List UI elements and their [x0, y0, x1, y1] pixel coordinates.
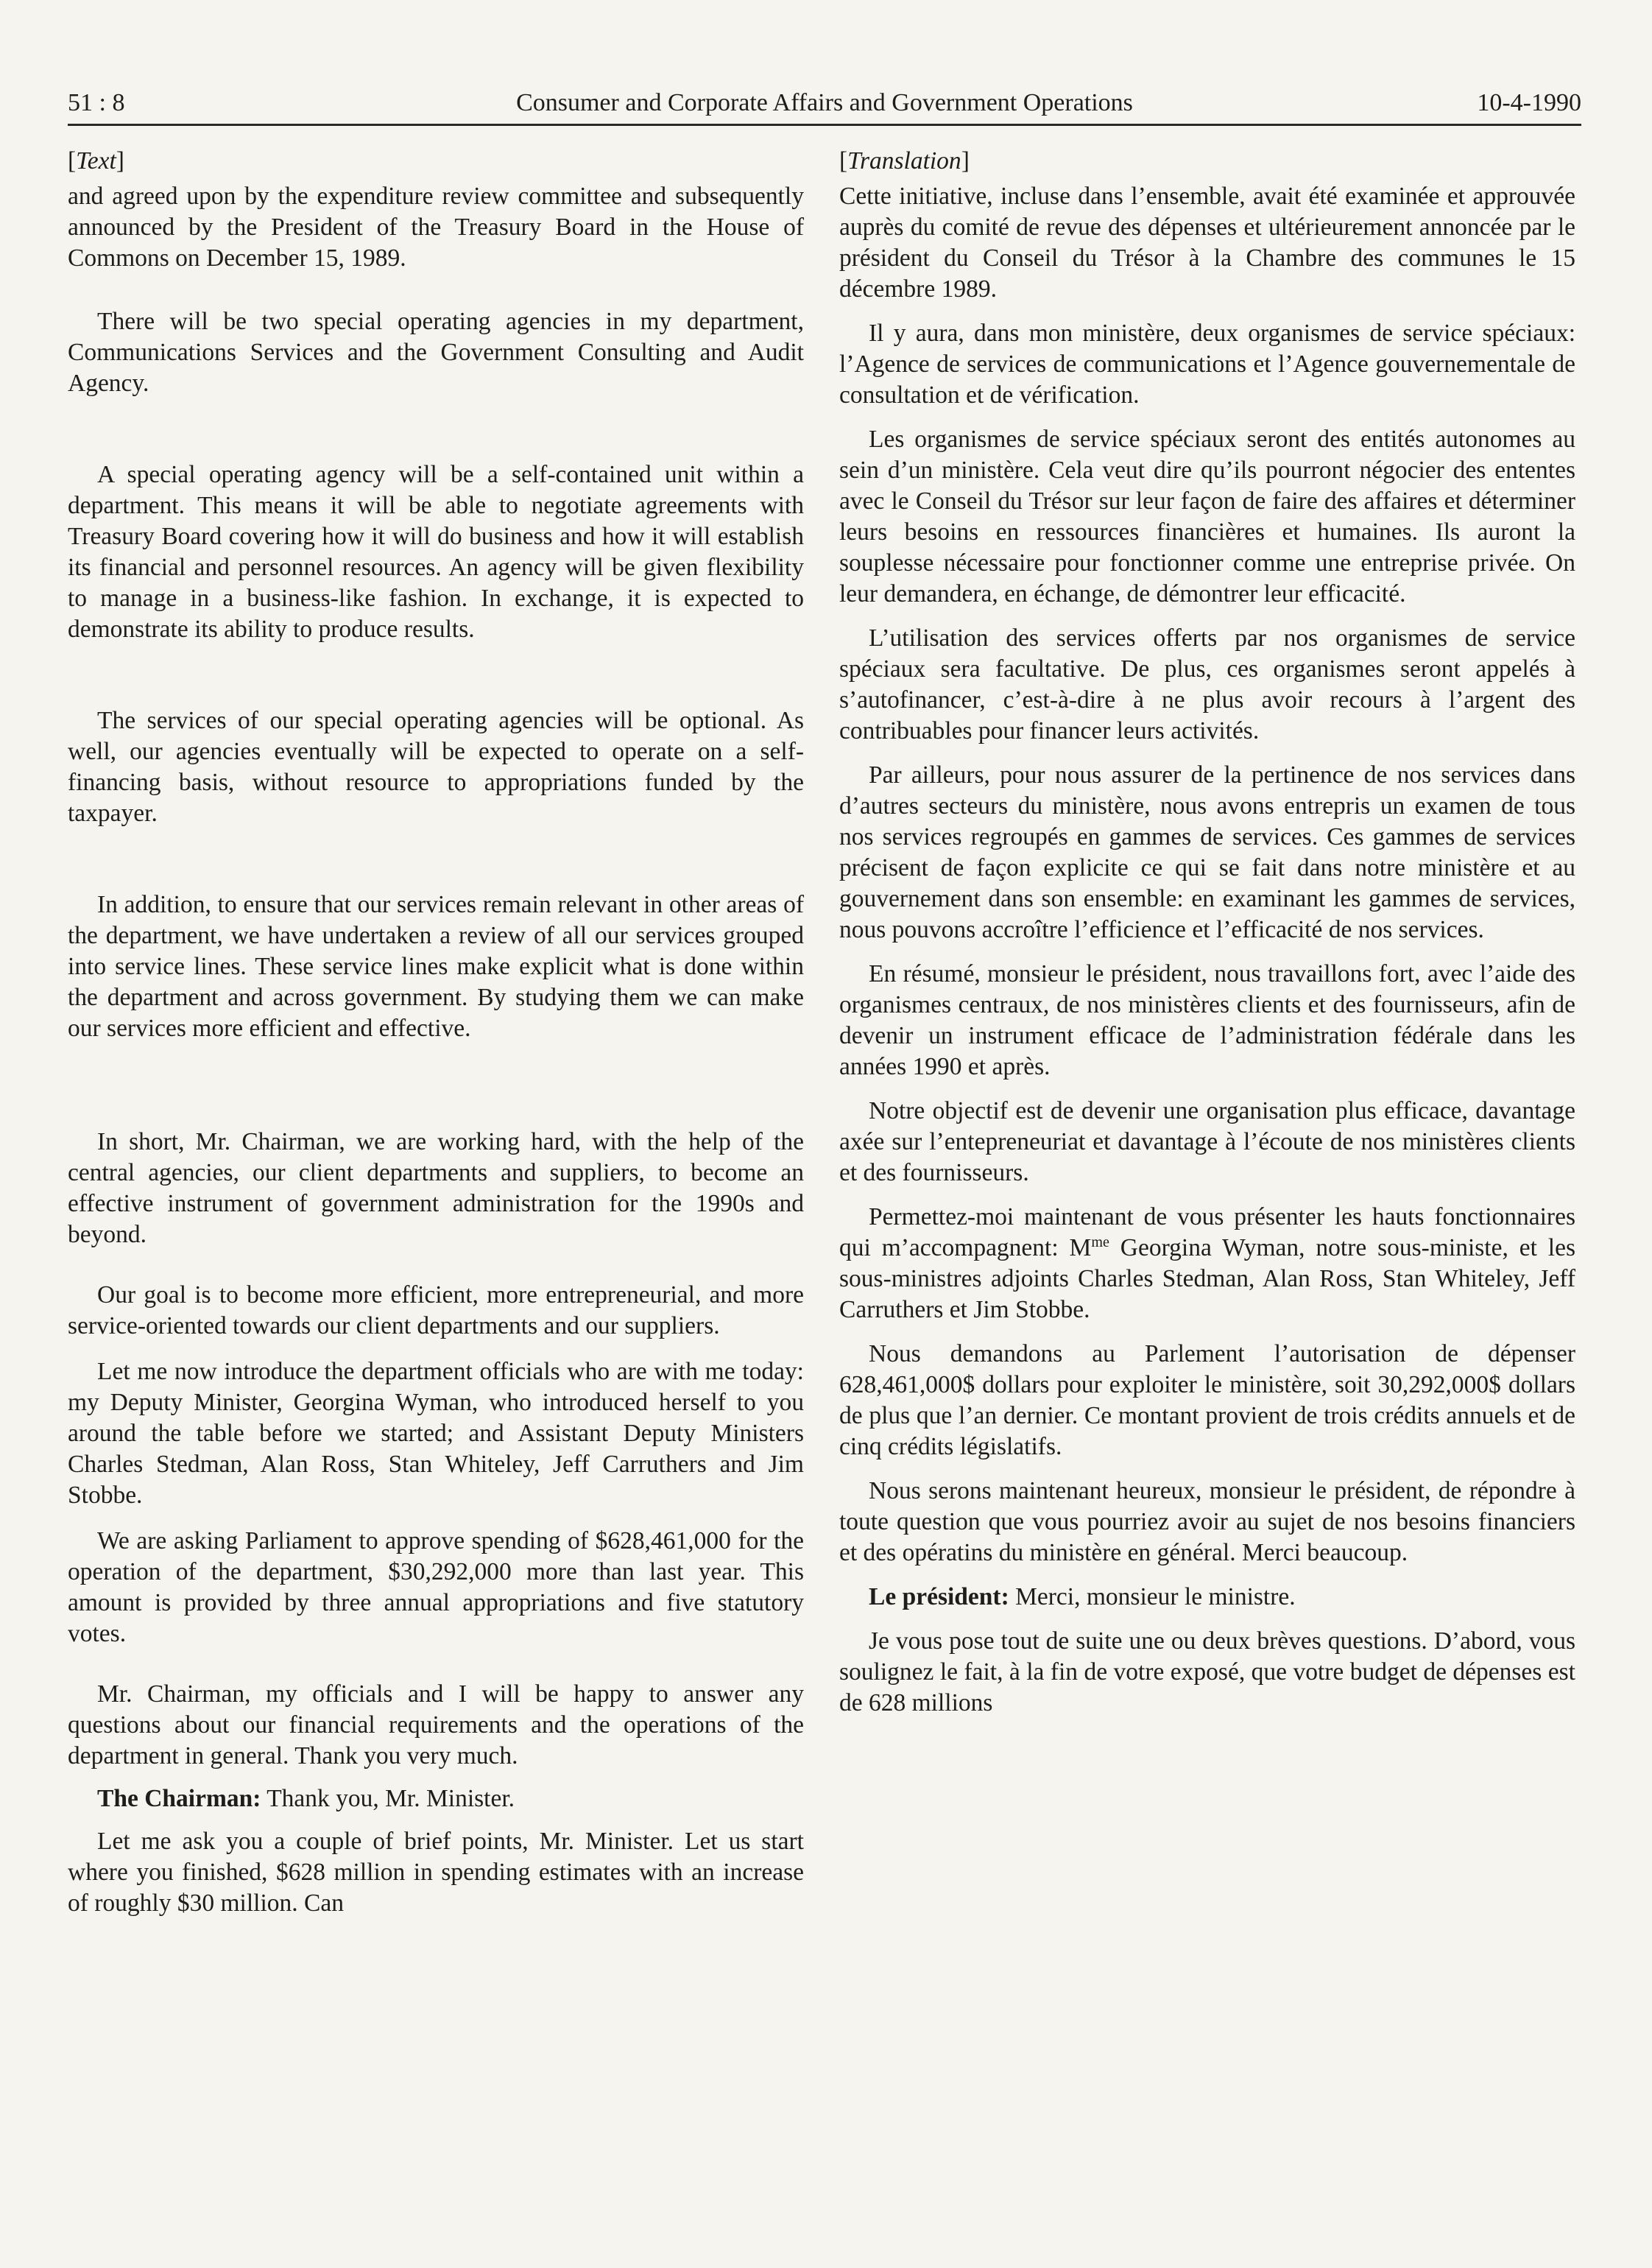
paragraph: Mr. Chairman, my officials and I will be happy to answer any questions about our financial requirements and the operations of the department in general. Thank you very much. [68, 1680, 804, 1769]
paragraph: Je vous pose tout de suite une ou deux brèves questions. D’abord, vous soulignez le fait, à la fin de votre exposé, que votre budget de dépenses est de 628 millions [839, 1627, 1575, 1716]
paragraph: L’utilisation des services offerts par nos organismes de service spéciaux sera facultative. De plus, ces organismes seront appelés à s’autofinancer, c’est-à-dire à ne plus avoir recours à l’argent des contribuables pour financer leurs activités. [839, 624, 1575, 744]
paragraph: and agreed upon by the expenditure review committee and subsequently announced by the President of the Treasury Board in the House of Commons on December 15, 1989. [68, 183, 804, 272]
paragraph: A special operating agency will be a self-contained unit within a department. This means it will be able to negotiate agreements with Treasury Board covering how it will do business and how it will establish its financial and personnel resources. An agency will be given flexibility to manage in a business-like fashion. In exchange, it is expected to demonstrate its ability to produce results. [68, 461, 804, 643]
paragraph: Il y aura, dans mon ministère, deux organismes de service spéciaux: l’Agence de services de communications et l’Agence gouvernementale de consultation et de vérification. [839, 320, 1575, 409]
speaker-name: Le président: [869, 1583, 1009, 1610]
paragraph: Let me ask you a couple of brief points, Mr. Minister. Let us start where you finished, $628 million in spending estimates with an increase of roughly $30 million. Can [68, 1828, 804, 1917]
english-column [68, 146, 804, 1919]
page-header [68, 82, 1581, 124]
paragraph: The services of our special operating agencies will be optional. As well, our agencies eventually will be expected to operate on a self-financing basis, without resource to appropriations funded by the taxpayer. [68, 707, 804, 827]
column-label-text: [Text] [68, 147, 124, 175]
speaker-paragraph: The Chairman: Thank you, Mr. Minister. [97, 1785, 515, 1812]
speaker-paragraph: Le président: Merci, monsieur le ministre. [869, 1583, 1296, 1610]
paragraph: We are asking Parliament to approve spending of $628,461,000 for the operation of the department, $30,292,000 more than last year. This amount is provided by three annual appropriations and five statutory votes. [68, 1527, 804, 1647]
column-label-translation: [Translation] [839, 147, 970, 175]
paragraph: Les organismes de service spéciaux seront des entités autonomes au sein d’un ministère. Cela veut dire qu’ils pourront négocier des ententes avec le Conseil du Trésor sur leur façon de faire des affaires et déterminer leurs besoins en ressources financières et humaines. Ils auront la souplesse nécessaire pour fonctionner comme une entreprise privée. On leur demandera, en échange, de démontrer leur efficacité. [839, 426, 1575, 608]
paragraph: Nous demandons au Parlement l’autorisation de dépenser 628,461,000$ dollars pour exploiter le ministère, soit 30,292,000$ dollars de plus que l’an dernier. Ce montant provient de trois crédits annuels et de cinq crédits législatifs. [839, 1340, 1575, 1460]
paragraph: Nous serons maintenant heureux, monsieur le président, de répondre à toute question que vous pourriez avoir au sujet de nos besoins financiers et des opératins du ministère en général. Merci beaucoup. [839, 1477, 1575, 1566]
paragraph: Permettez-moi maintenant de vous présenter les hauts fonctionnaires qui m’accompagnent: $M^{me}$ Georgina Wyman, notre sous-ministe, et les sous-ministres adjoints Charles Stedman, Alan Ross, Stan Whiteley, Jeff Carruthers et Jim Stobbe. [839, 1203, 1575, 1323]
french-column [839, 146, 1575, 1719]
page-number: 51 : 8 [68, 89, 125, 116]
paragraph: Par ailleurs, pour nous assurer de la pertinence de nos services dans d’autres secteurs du ministère, nous avons entrepris un examen de tous nos services regroupés en gammes de services. Ces gammes de services précisent de façon explicite ce qui se fait dans notre ministère et au gouvernement dans son ensemble: en examinant les gammes de services, nous pouvons accroître l’efficience et l’efficacité de nos services. [839, 761, 1575, 943]
header-rule [68, 124, 1581, 126]
speaker-name: The Chairman: [97, 1785, 261, 1812]
paragraph: Our goal is to become more efficient, more entrepreneurial, and more service-oriented towards our client departments and our suppliers. [68, 1281, 804, 1339]
paragraph: Notre objectif est de devenir une organisation plus efficace, davantage axée sur l’entepreneuriat et davantage à l’écoute de nos ministères clients et des fournisseurs. [839, 1097, 1575, 1186]
paragraph: En résumé, monsieur le président, nous travaillons fort, avec l’aide des organismes centraux, de nos ministères clients et des fournisseurs, afin de devenir un instrument efficace de l’administration fédérale dans les années 1990 et après. [839, 960, 1575, 1080]
paragraph: In short, Mr. Chairman, we are working hard, with the help of the central agencies, our client departments and suppliers, to become an effective instrument of government administration for the 1990s and beyond. [68, 1128, 804, 1248]
paragraph: Let me now introduce the department officials who are with me today: my Deputy Minister, Georgina Wyman, who introduced herself to you around the table before we started; and Assistant Deputy Ministers Charles Stedman, Alan Ross, Stan Whiteley, Jeff Carruthers and Jim Stobbe. [68, 1358, 804, 1509]
paragraph: In addition, to ensure that our services remain relevant in other areas of the department, we have undertaken a review of all our services grouped into service lines. These service lines make explicit what is done within the department and across government. By studying them we can make our services more efficient and effective. [68, 891, 804, 1042]
paragraph: Cette initiative, incluse dans l’ensemble, avait été examinée et approuvée auprès du comité de revue des dépenses et ultérieurement annoncée par le président du Conseil du Trésor à la Chambre des communes le 15 décembre 1989. [839, 183, 1575, 303]
header-date: 10-4-1990 [1477, 89, 1581, 116]
running-title: Consumer and Corporate Affairs and Government Operations [516, 89, 1133, 116]
paragraph: There will be two special operating agencies in my department, Communications Services and the Government Consulting and Audit Agency. [68, 308, 804, 397]
